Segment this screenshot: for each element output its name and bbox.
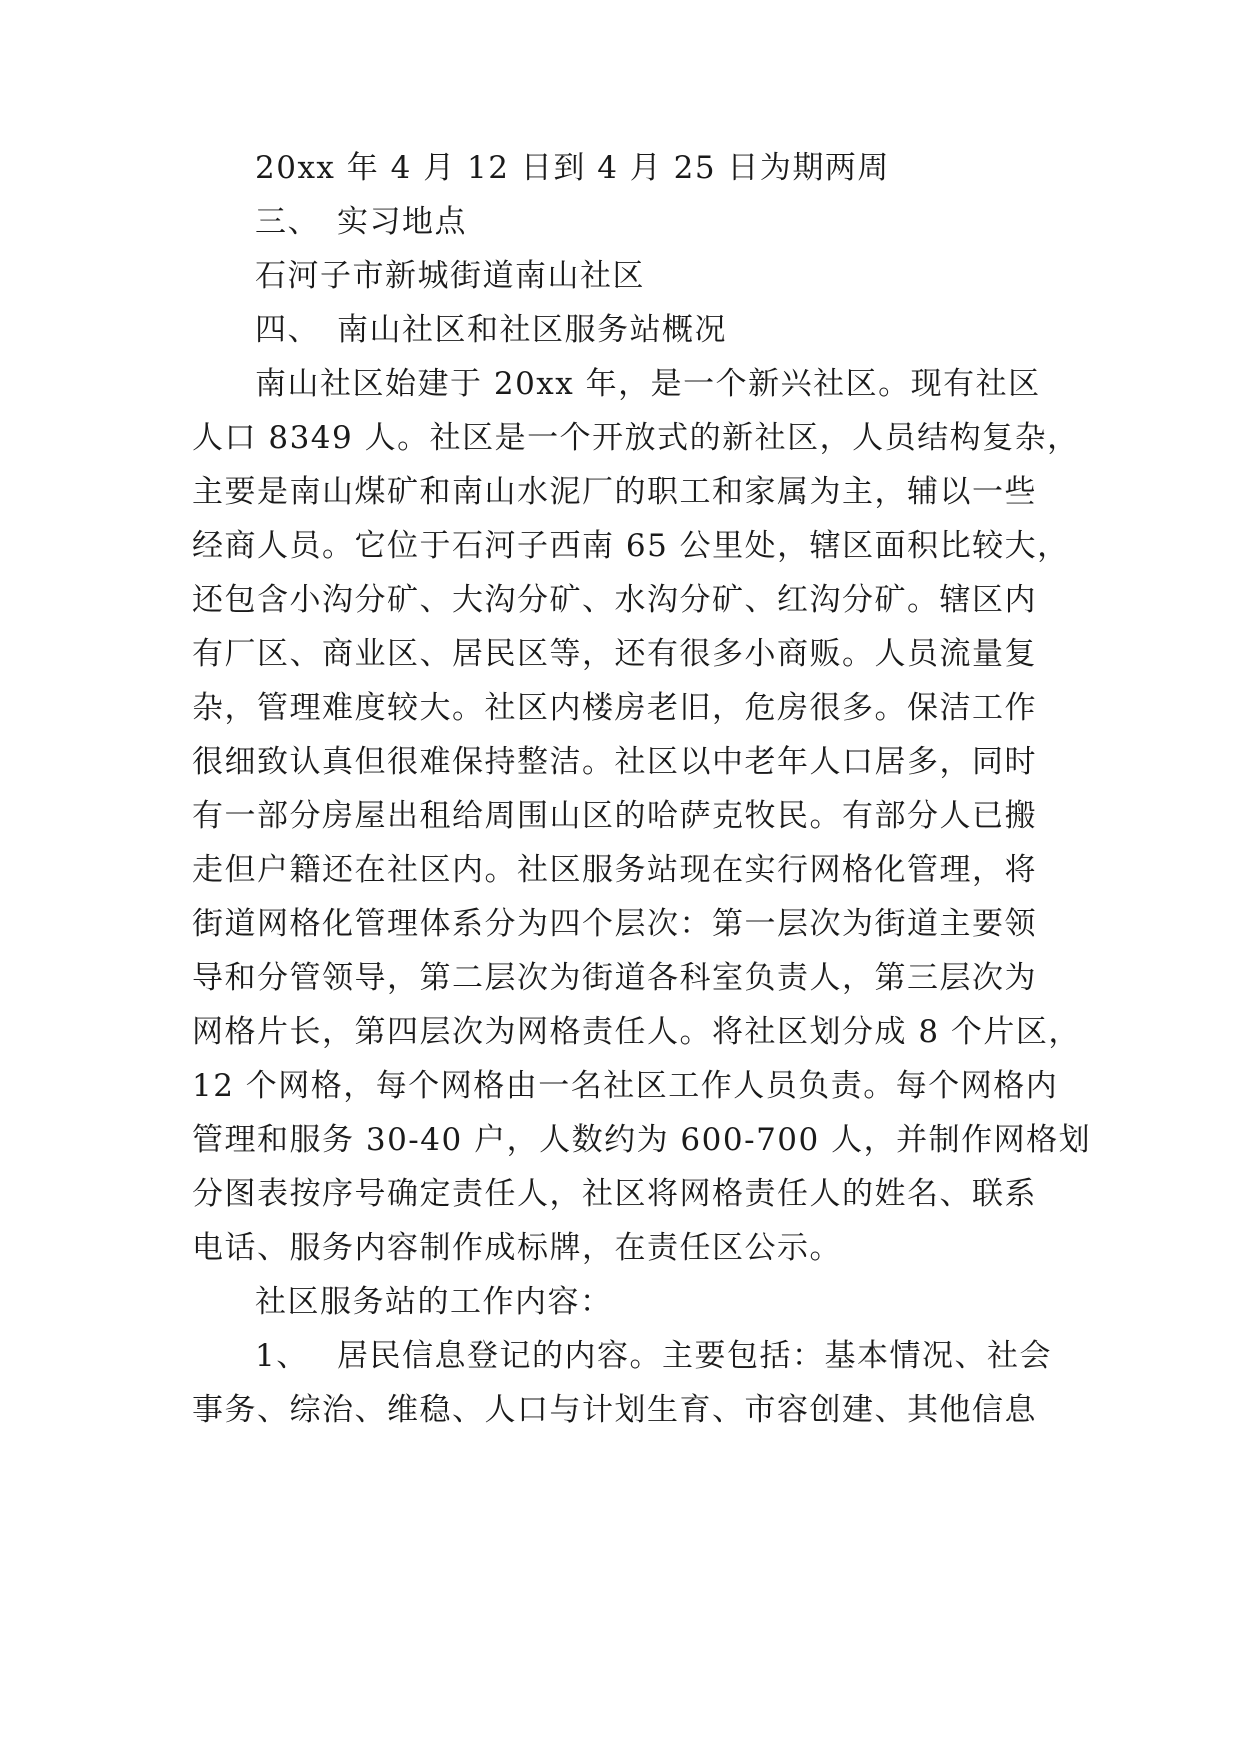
paragraph-line: 电话、服务内容制作成标牌，在责任区公示。: [192, 1230, 842, 1266]
paragraph-line: 街道网格化管理体系分为四个层次：第一层次为街道主要领: [192, 906, 1037, 942]
section-title: 实习地点: [337, 204, 467, 240]
date-line: 20xx 年 4 月 12 日到 4 月 25 日为期两周: [255, 150, 890, 186]
list-item-number: 1、: [255, 1338, 309, 1374]
paragraph-line: 主要是南山煤矿和南山水泥厂的职工和家属为主，辅以一些: [192, 474, 1037, 510]
paragraph-line: 网格片长，第四层次为网格责任人。将社区划分成 8 个片区，: [192, 1014, 1081, 1050]
paragraph-line: 管理和服务 30-40 户，人数约为 600-700 人，并制作网格划: [192, 1122, 1092, 1158]
paragraph-line: 导和分管领导，第二层次为街道各科室负责人，第三层次为: [192, 960, 1037, 996]
paragraph-line: 12 个网格，每个网格由一名社区工作人员负责。每个网格内: [192, 1068, 1059, 1104]
section-heading-3: [255, 202, 467, 242]
paragraph-line: 分图表按序号确定责任人，社区将网格责任人的姓名、联系: [192, 1176, 1037, 1212]
paragraph-line: 杂，管理难度较大。社区内楼房老旧，危房很多。保洁工作: [192, 690, 1037, 726]
paragraph-line: 经商人员。它位于石河子西南 65 公里处，辖区面积比较大，: [192, 528, 1070, 564]
section-title: 南山社区和社区服务站概况: [337, 312, 727, 348]
list-item-1: [255, 1336, 1052, 1376]
section-number: 四、: [255, 312, 320, 348]
section-heading-4: [255, 310, 727, 350]
section-number: 三、: [255, 204, 320, 240]
paragraph-line: 人口 8349 人。社区是一个开放式的新社区，人员结构复杂，: [192, 420, 1080, 456]
paragraph-line: 走但户籍还在社区内。社区服务站现在实行网格化管理，将: [192, 852, 1037, 888]
list-item-text: 居民信息登记的内容。主要包括：基本情况、社会: [337, 1338, 1052, 1374]
paragraph-line: 有厂区、商业区、居民区等，还有很多小商贩。人员流量复: [192, 636, 1037, 672]
work-content-heading: 社区服务站的工作内容：: [255, 1284, 613, 1320]
paragraph-line: 还包含小沟分矿、大沟分矿、水沟分矿、红沟分矿。辖区内: [192, 582, 1037, 618]
paragraph-line: 南山社区始建于 20xx 年，是一个新兴社区。现有社区: [255, 366, 1041, 402]
list-item-continuation: 事务、综治、维稳、人口与计划生育、市容创建、其他信息: [192, 1392, 1037, 1428]
paragraph-line: 有一部分房屋出租给周围山区的哈萨克牧民。有部分人已搬: [192, 798, 1037, 834]
paragraph-line: 很细致认真但很难保持整洁。社区以中老年人口居多，同时: [192, 744, 1037, 780]
location-line: 石河子市新城街道南山社区: [255, 258, 645, 294]
